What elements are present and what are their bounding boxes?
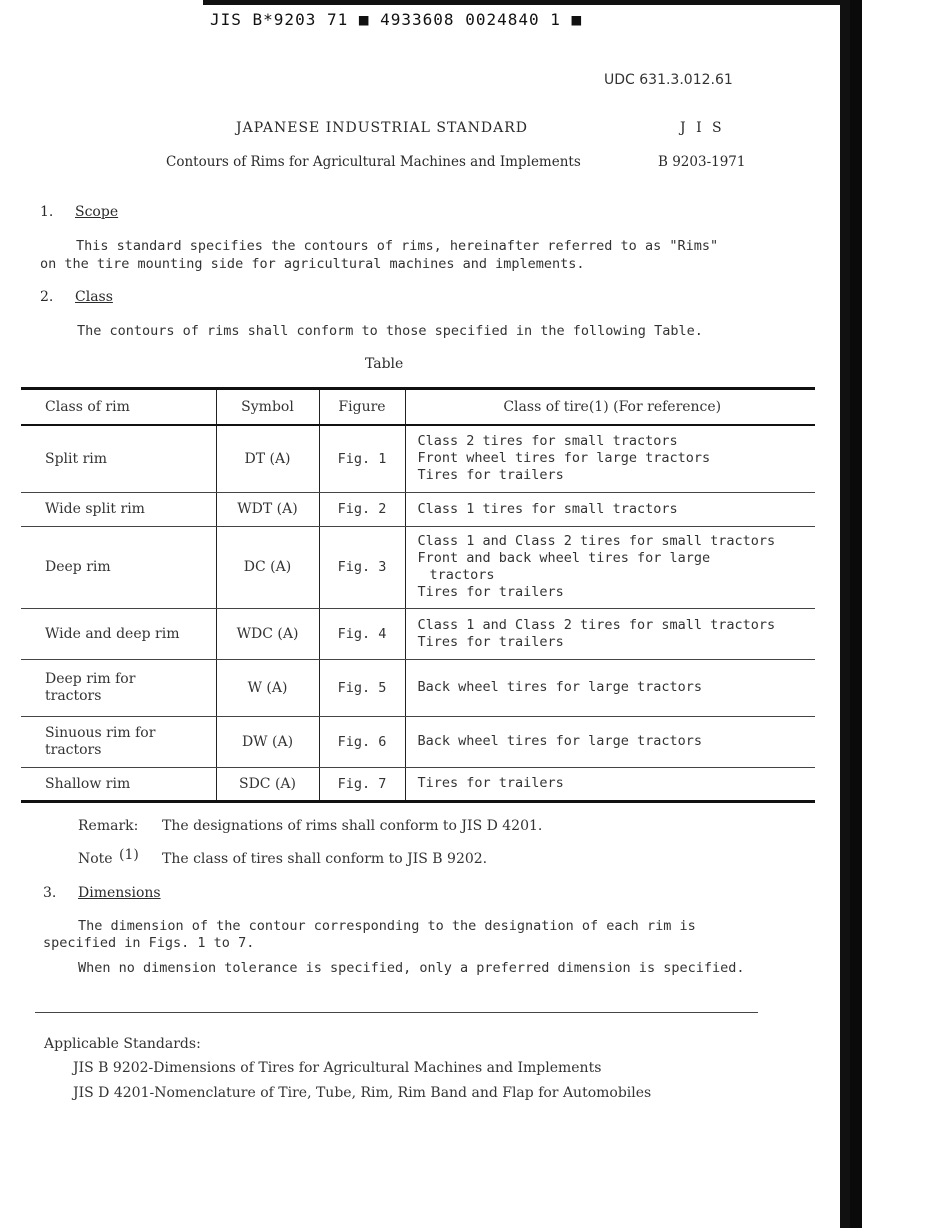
- table-header-row: [21, 389, 815, 426]
- footnote-divider: [35, 1012, 758, 1013]
- class-text: The contours of rims shall conform to those specified in the following Table.: [77, 323, 703, 339]
- note-marker: (1): [119, 847, 139, 863]
- udc-code: UDC 631.3.012.61: [604, 72, 733, 88]
- tire-class: [405, 526, 815, 608]
- rim-class-line: tractors: [45, 687, 102, 704]
- scope-text-line2: on the tire mounting side for agricultural machines and implements.: [40, 256, 585, 272]
- note-text: The class of tires shall conform to JIS B 9202.: [162, 851, 488, 867]
- rim-figure: Fig. 4: [319, 608, 405, 659]
- rim-figure: Fig. 2: [319, 492, 405, 526]
- dimensions-text-line3: When no dimension tolerance is specified, only a preferred dimension is specified.: [78, 960, 745, 976]
- tire-line: Class 1 and Class 2 tires for small tractors: [417, 616, 776, 633]
- rim-figure: Fig. 7: [319, 767, 405, 801]
- standard-number: B 9203-1971: [658, 154, 746, 170]
- tire-line: Front and back wheel tires for large: [417, 550, 711, 566]
- rim-figure: Fig. 5: [319, 659, 405, 716]
- barcode-header: JIS B*9203 71 ■ 4933608 0024840 1 ■: [210, 10, 583, 29]
- table-row: [21, 767, 815, 801]
- header-class-of-tire-label: Class of tire: [503, 399, 589, 415]
- remark-label: Remark:: [78, 818, 139, 834]
- tire-line: Tires for trailers: [417, 775, 564, 791]
- section-2-number: 2.: [40, 289, 54, 305]
- rim-figure: Fig. 3: [319, 526, 405, 608]
- rim-symbol: SDC (A): [216, 767, 319, 801]
- tire-line: Tires for trailers: [417, 467, 564, 484]
- applicable-title: Applicable Standards:: [44, 1036, 201, 1052]
- tire-line: Class 1 tires for small tractors: [417, 500, 678, 517]
- rim-class-line: tractors: [45, 741, 102, 758]
- tire-line: Back wheel tires for large tractors: [417, 679, 702, 695]
- table-row: [21, 526, 815, 608]
- section-2-title: Class: [75, 289, 113, 305]
- applicable-item: JIS D 4201-Nomenclature of Tire, Tube, Rim, Rim Band and Flap for Automobiles: [73, 1085, 652, 1101]
- top-edge-rule: [203, 0, 845, 5]
- rim-symbol: DT (A): [216, 425, 319, 492]
- rim-class: Deep rim: [21, 526, 216, 608]
- tire-class: [405, 659, 815, 716]
- right-edge-shadow: [850, 0, 862, 1228]
- section-3-number: 3.: [43, 885, 57, 901]
- rim-class: Split rim: [21, 425, 216, 492]
- rim-symbol: DC (A): [216, 526, 319, 608]
- section-1-number: 1.: [40, 204, 54, 220]
- jis-abbr: J I S: [680, 120, 725, 136]
- table-row: [21, 716, 815, 767]
- tire-line: Tires for trailers: [417, 633, 564, 650]
- tire-line: tractors: [429, 567, 495, 583]
- rim-class-line: Sinuous rim for: [45, 724, 156, 741]
- rim-symbol: W (A): [216, 659, 319, 716]
- rim-class: [21, 659, 216, 716]
- header-note-marker: (1): [588, 399, 609, 415]
- tire-line: Front wheel tires for large tractors: [417, 450, 711, 467]
- document-title: Contours of Rims for Agricultural Machines and Implements: [166, 154, 581, 170]
- rim-symbol: WDC (A): [216, 608, 319, 659]
- rim-class: Wide split rim: [21, 492, 216, 526]
- header-class-of-rim: Class of rim: [21, 389, 216, 426]
- tire-line: Class 2 tires for small tractors: [417, 433, 678, 450]
- header-symbol: Symbol: [216, 389, 319, 426]
- tire-class: [405, 425, 815, 492]
- standard-org: JAPANESE INDUSTRIAL STANDARD: [236, 120, 528, 136]
- rim-class: Shallow rim: [21, 767, 216, 801]
- right-edge-bar: [840, 0, 850, 1228]
- rim-figure: Fig. 1: [319, 425, 405, 492]
- table-row: [21, 659, 815, 716]
- table-row: [21, 492, 815, 526]
- rim-class-line: Deep rim for: [45, 670, 136, 687]
- rim-figure: Fig. 6: [319, 716, 405, 767]
- applicable-item: JIS B 9202-Dimensions of Tires for Agricultural Machines and Implements: [73, 1060, 602, 1076]
- header-for-reference: (For reference): [613, 399, 722, 415]
- header-class-of-tire: [405, 389, 815, 426]
- section-1-title: Scope: [75, 204, 119, 220]
- dimensions-text-line2: specified in Figs. 1 to 7.: [43, 935, 255, 951]
- tire-line: Class 1 and Class 2 tires for small tractors: [417, 533, 776, 549]
- table-row: [21, 608, 815, 659]
- tire-class: [405, 492, 815, 526]
- section-3-title: Dimensions: [78, 885, 161, 901]
- note-label: Note: [78, 851, 113, 867]
- rim-class: [21, 716, 216, 767]
- header-figure: Figure: [319, 389, 405, 426]
- rim-symbol: WDT (A): [216, 492, 319, 526]
- table-row: [21, 425, 815, 492]
- rim-symbol: DW (A): [216, 716, 319, 767]
- tire-class: [405, 767, 815, 801]
- dimensions-text-line1: The dimension of the contour corresponding to the designation of each rim is: [78, 918, 696, 934]
- tire-line: Tires for trailers: [417, 584, 564, 600]
- table-caption: Table: [365, 356, 404, 372]
- tire-class: [405, 716, 815, 767]
- tire-line: Back wheel tires for large tractors: [417, 733, 702, 749]
- rim-class-table: [21, 387, 815, 803]
- tire-class: [405, 608, 815, 659]
- scope-text-line1: This standard specifies the contours of rims, hereinafter referred to as "Rims": [76, 238, 719, 254]
- rim-class: Wide and deep rim: [21, 608, 216, 659]
- remark-text: The designations of rims shall conform to JIS D 4201.: [162, 818, 543, 834]
